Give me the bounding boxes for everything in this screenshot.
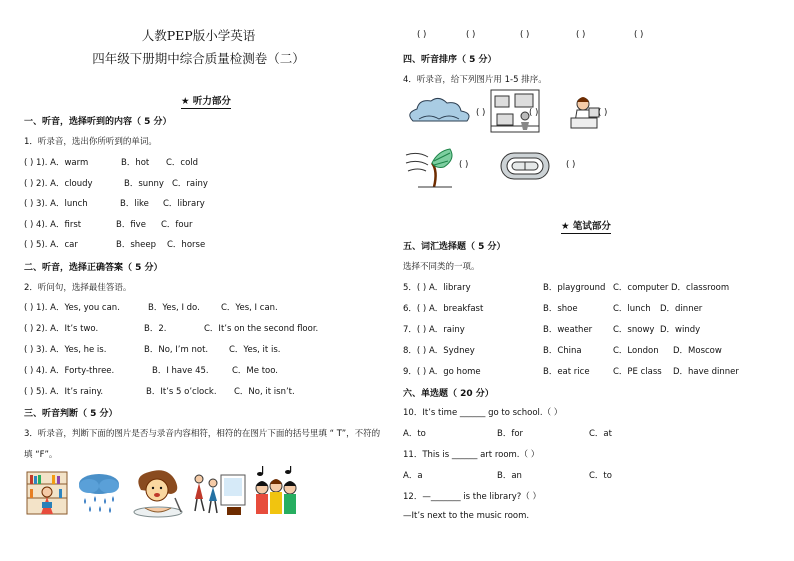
sec1-item-1-b: B．hot: [121, 158, 150, 168]
sec5-item-8-a: 8．( ) A．Sydney: [403, 346, 475, 356]
sec6-heading: 六、单选题（ 20 分）: [403, 389, 494, 399]
sec4-instruction: 4．听录音，给下列图片用 1-5 排序。: [403, 75, 547, 85]
sec1-item-2-b: B．sunny: [124, 179, 164, 189]
sec1-item-4-a: ( ) 4). A．first: [24, 220, 82, 230]
sec5-item-7-a: 7．( ) A．rainy: [403, 325, 465, 335]
sec5-item-6-c: C．lunch: [613, 304, 651, 314]
sec1-heading: 一、听音，选择听到的内容（ 5 分）: [24, 117, 172, 127]
q11-option-c: C．to: [589, 471, 612, 481]
sec5-item-6-a: 6．( ) A．breakfast: [403, 304, 484, 314]
sec5-heading: 五、词汇选择题（ 5 分）: [403, 242, 506, 252]
q11-stem: 11．This is ______ art room.（ ）: [403, 450, 540, 460]
sec1-item-3-b: B．like: [120, 199, 149, 209]
written-part-banner: ★ 笔试部分: [561, 218, 611, 234]
wind-tree-icon: [404, 143, 456, 189]
top-blank-2[interactable]: ( ): [466, 30, 476, 40]
sec2-item-5-a: ( ) 5). A．It’s rainy.: [24, 387, 104, 397]
sec3-heading: 三、听音判断（ 5 分）: [24, 409, 118, 419]
sec1-item-4-b: B．five: [116, 220, 146, 230]
q10-option-c: C．at: [589, 429, 612, 439]
q12-answer-line: —It’s next to the music room.: [403, 511, 530, 521]
bookshelf-girl-icon: [26, 470, 68, 516]
sec4-blank-1[interactable]: ( ): [476, 108, 486, 118]
sec2-item-3-c: C．Yes, it is.: [229, 345, 281, 355]
sec2-item-4-b: B．I have 45.: [152, 366, 209, 376]
top-blank-1[interactable]: ( ): [417, 30, 427, 40]
sec1-item-5-a: ( ) 5). A．car: [24, 240, 78, 250]
q10-stem: 10．It’s time ______ go to school.（ ）: [403, 408, 563, 418]
sec1-item-3-a: ( ) 3). A．lunch: [24, 199, 88, 209]
sec1-item-2-a: ( ) 2). A．cloudy: [24, 179, 93, 189]
sec5-item-8-d: D．Moscow: [673, 346, 722, 356]
eating-girl-icon: [131, 468, 185, 518]
sec5-item-9-d: D．have dinner: [673, 367, 739, 377]
sec5-item-7-d: D．windy: [660, 325, 701, 335]
sec5-item-9-c: C．PE class: [613, 367, 662, 377]
sec2-item-2-b: B．2.: [144, 324, 167, 334]
sec4-blank-5[interactable]: ( ): [566, 160, 576, 170]
sec5-item-8-c: C．London: [613, 346, 659, 356]
sec4-blank-3[interactable]: ( ): [598, 108, 608, 118]
sec2-item-3-a: ( ) 3). A．Yes, he is.: [24, 345, 107, 355]
sec5-item-8-b: B．China: [543, 346, 582, 356]
sec2-item-2-c: C．It’s on the second floor.: [204, 324, 319, 334]
sec5-item-7-b: B．weather: [543, 325, 593, 335]
sec5-item-7-c: C．snowy: [613, 325, 655, 335]
sec2-item-1-a: ( ) 1). A．Yes, you can.: [24, 303, 120, 313]
q10-option-a: A．to: [403, 429, 426, 439]
sec1-item-3-c: C．library: [163, 199, 205, 209]
sec2-item-5-c: C．No, it isn’t.: [234, 387, 295, 397]
running-track-icon: [500, 152, 550, 180]
sec2-item-4-a: ( ) 4). A．Forty-three.: [24, 366, 115, 376]
rain-cloud-icon: [77, 472, 121, 516]
sec5-item-5-c: C．computer: [613, 283, 669, 293]
sec2-heading: 二、听音，选择正确答案（ 5 分）: [24, 263, 163, 273]
q11-option-a: A．a: [403, 471, 423, 481]
sec1-item-5-b: B．sheep: [116, 240, 157, 250]
sec4-heading: 四、听音排序（ 5 分）: [403, 55, 497, 65]
sec1-item-5-c: C．horse: [167, 240, 206, 250]
sec4-blank-4[interactable]: ( ): [459, 160, 469, 170]
title-line-1: 人教PEP版小学英语: [141, 28, 256, 43]
sec4-blank-2[interactable]: ( ): [529, 108, 539, 118]
sec1-item-1-a: ( ) 1). A．warm: [24, 158, 89, 168]
title-line-2: 四年级下册期中综合质量检测卷（二）: [92, 51, 305, 66]
q12-stem: 12．—_______ is the library?（ ）: [403, 492, 541, 502]
sec2-instruction: 2．听问句，选择最佳答语。: [24, 283, 132, 293]
sec5-item-6-b: B．shoe: [543, 304, 578, 314]
q10-option-b: B．for: [497, 429, 524, 439]
cloud-icon: [405, 97, 473, 127]
sec3-instruction-1: 3．听录音，判断下面的图片是否与录音内容相符，相符的在图片下面的括号里填 “ T”，不符的: [24, 429, 381, 439]
top-blank-3[interactable]: ( ): [520, 30, 530, 40]
singing-children-icon: [252, 466, 300, 518]
q11-option-b: B．an: [497, 471, 522, 481]
sec2-item-2-a: ( ) 2). A．It’s two.: [24, 324, 99, 334]
sec1-item-1-c: C．cold: [166, 158, 199, 168]
top-blank-5[interactable]: ( ): [634, 30, 644, 40]
sec5-item-5-d: D．classroom: [671, 283, 730, 293]
sec5-item-9-a: 9．( ) A．go home: [403, 367, 481, 377]
sec1-instruction: 1．听录音，选出你所听到的单词。: [24, 137, 157, 147]
sec2-item-4-c: C．Me too.: [232, 366, 278, 376]
sec5-instruction: 选择不同类的一项。: [403, 262, 480, 272]
sec1-item-2-c: C．rainy: [172, 179, 208, 189]
sec5-item-5-b: B．playground: [543, 283, 606, 293]
sec2-item-3-b: B．No, I’m not.: [144, 345, 209, 355]
sec2-item-1-b: B．Yes, I do.: [148, 303, 200, 313]
sec5-item-9-b: B．eat rice: [543, 367, 590, 377]
top-blank-4[interactable]: ( ): [576, 30, 586, 40]
sec2-item-5-b: B．It’s 5 o’clock.: [146, 387, 217, 397]
sec3-instruction-2: 填 “F”。: [24, 450, 58, 460]
sec5-item-5-a: 5．( ) A．library: [403, 283, 471, 293]
sec2-item-1-c: C．Yes, I can.: [221, 303, 278, 313]
sec5-item-6-d: D．dinner: [660, 304, 703, 314]
listening-part-banner: ★ 听力部分: [181, 93, 231, 109]
sec1-item-4-c: C．four: [161, 220, 193, 230]
dancing-music-icon: [187, 469, 247, 519]
